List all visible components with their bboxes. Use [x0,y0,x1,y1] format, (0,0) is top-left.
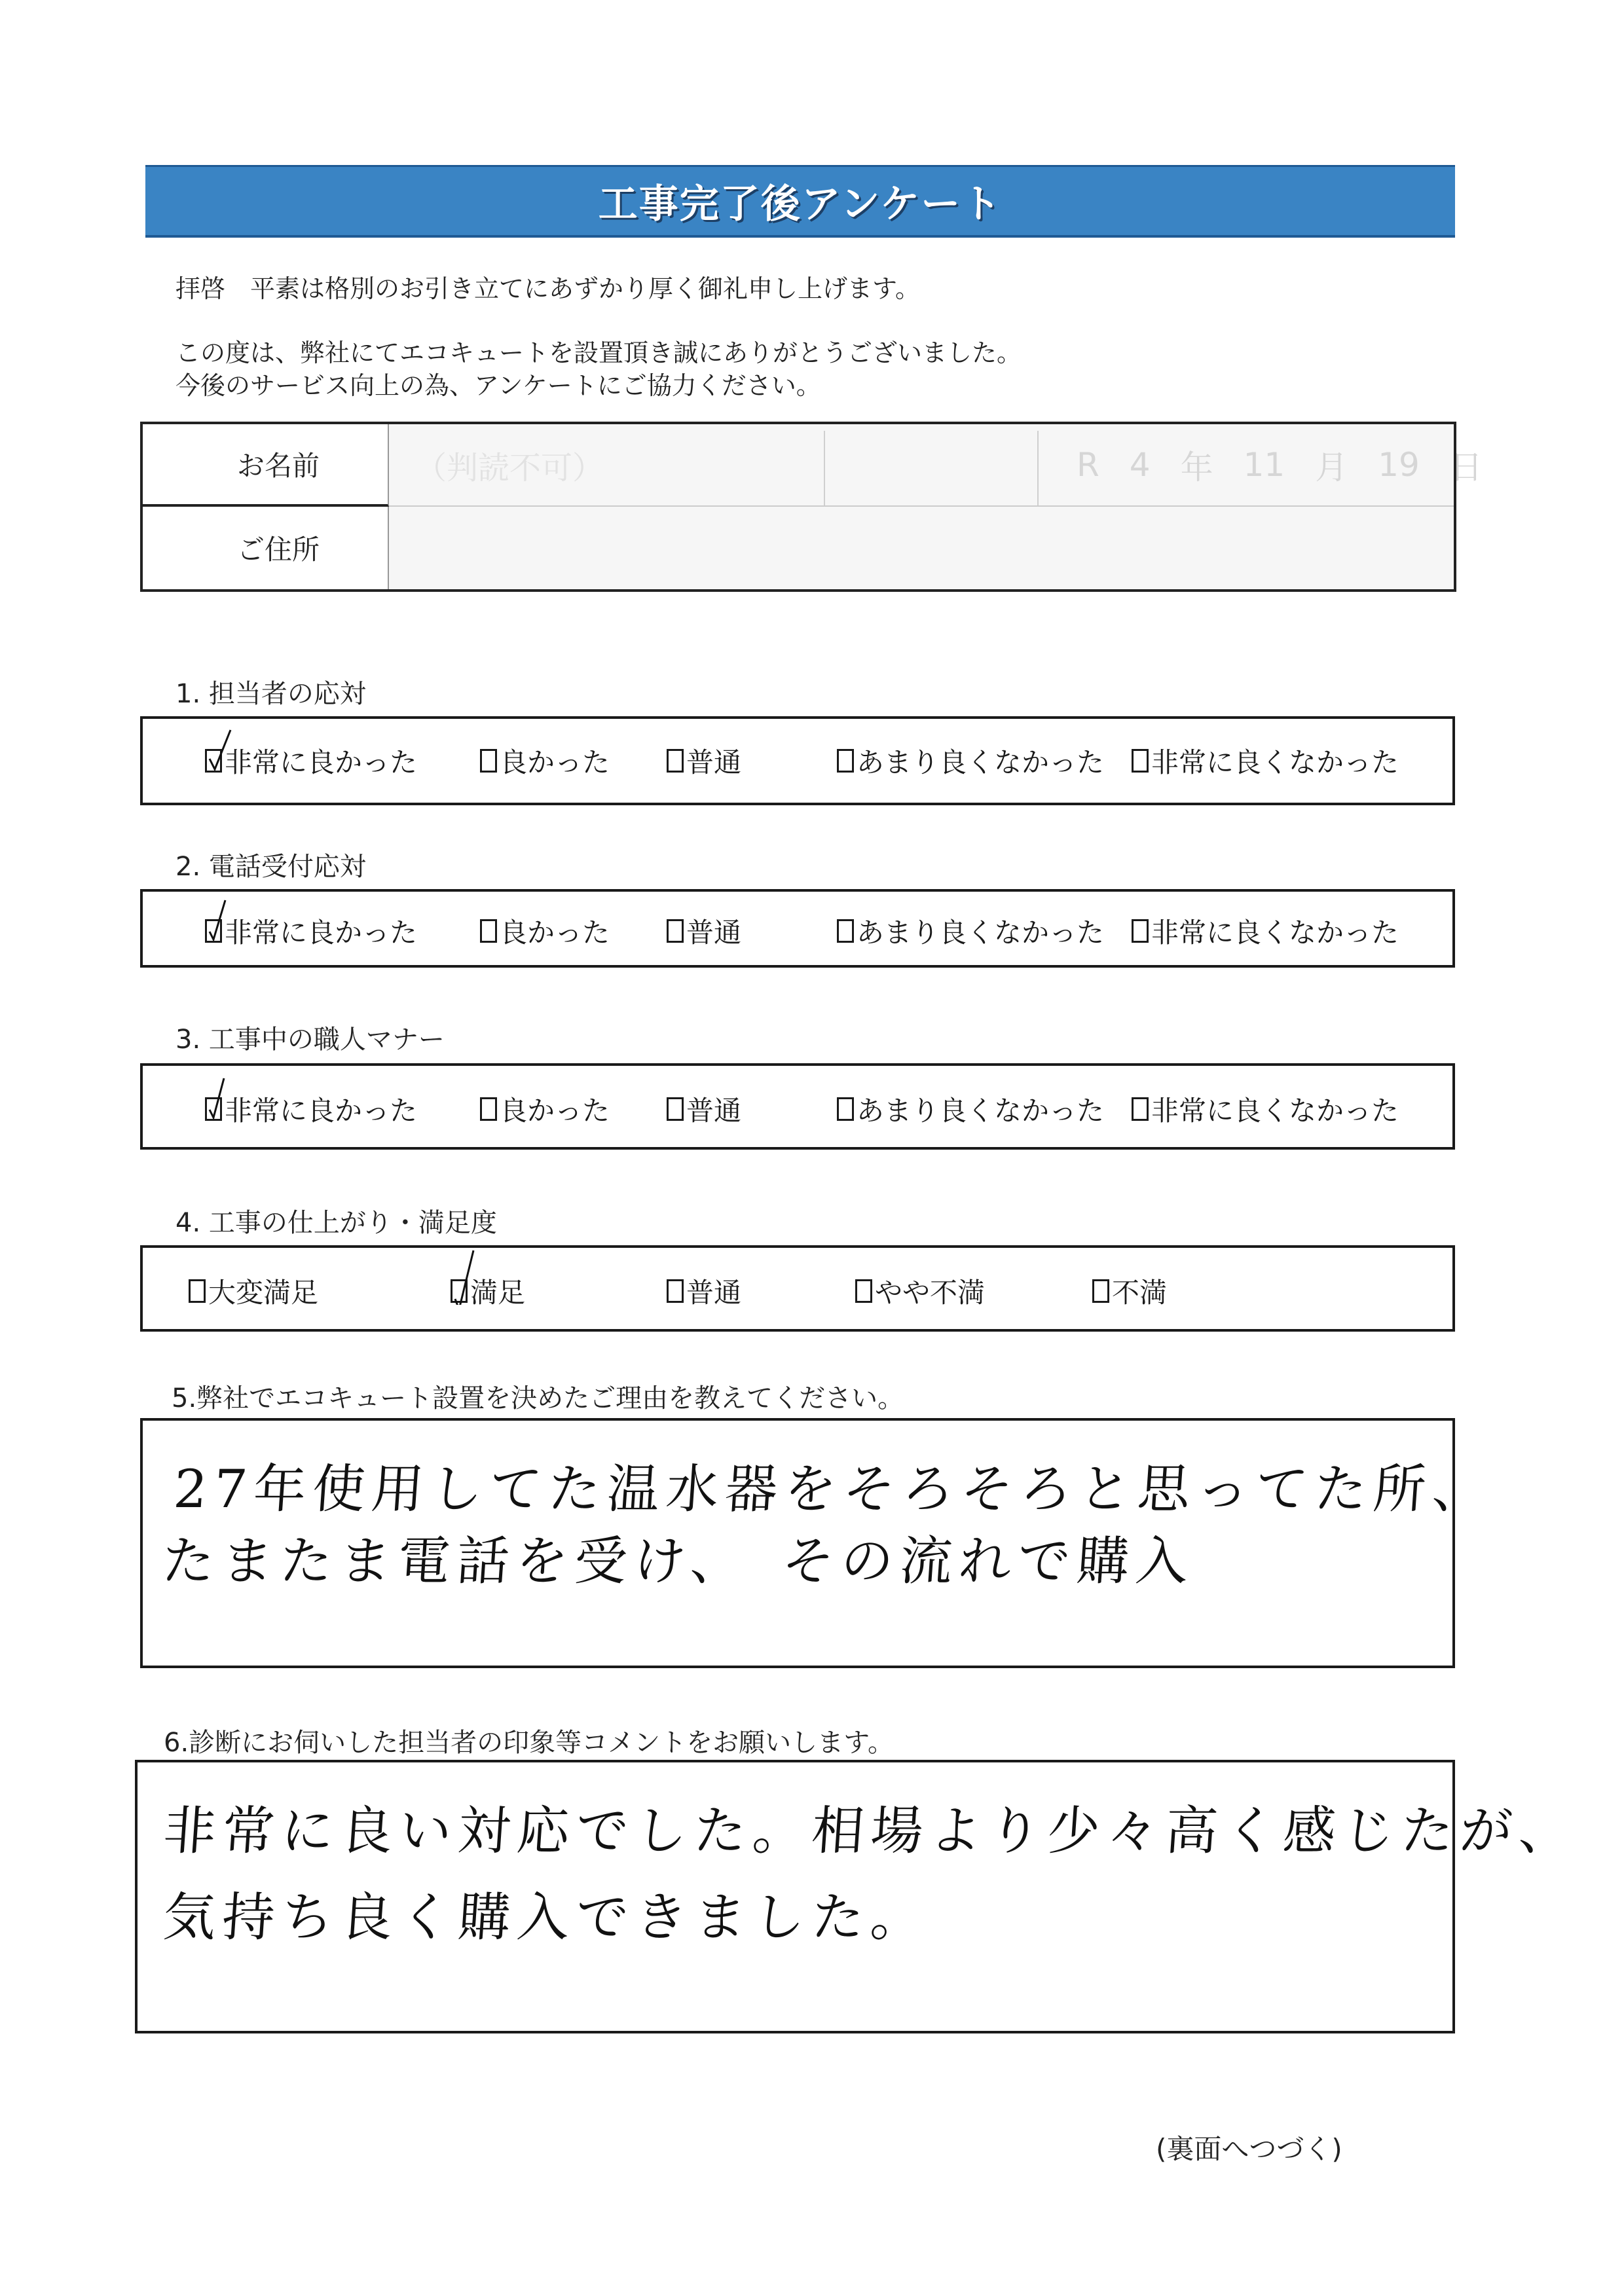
name-field[interactable] [389,424,1483,507]
option-label: 満足 [470,1277,526,1309]
checkbox[interactable] [1132,749,1149,773]
title-banner [145,165,1455,238]
checkbox[interactable] [189,1279,206,1303]
q3-option-very-good[interactable] [205,1089,417,1129]
option-label: あまり良くなかった [857,1095,1105,1127]
date-year: 4 [1129,446,1151,484]
page-title: 工事完了後アンケート [598,181,1003,227]
q1-option-very-good[interactable] [205,741,417,780]
option-label: あまり良くなかった [857,917,1105,949]
option-label: 非常に良かった [225,1095,418,1127]
checkbox[interactable] [837,749,854,773]
checkmark-icon [208,1077,234,1123]
checkbox[interactable] [855,1279,872,1303]
checkbox-checked[interactable] [205,749,222,773]
date-day: 19 [1378,446,1420,484]
q4-option-satisfied[interactable] [451,1271,525,1311]
question-4-options [140,1245,1455,1332]
checkbox[interactable] [1092,1279,1109,1303]
q2-option-normal[interactable] [667,911,741,951]
checkmark-icon [208,899,234,945]
option-label: 普通 [686,1277,742,1309]
checkbox-checked[interactable] [205,919,222,943]
q2-option-very-good[interactable] [205,911,417,951]
question-2-options [140,889,1455,968]
question-3-options [140,1063,1455,1150]
option-label: やや不満 [875,1277,986,1309]
q3-option-good[interactable] [480,1089,610,1129]
q1-option-normal[interactable] [667,741,741,780]
q3-option-normal[interactable] [667,1089,741,1129]
name-label: お名前 [143,424,389,507]
field-divider [1037,431,1039,505]
question-1-options [140,716,1455,805]
intro-thanks: この度は、弊社にてエコキュートを設置頂き誠にありがとうございました。 [175,338,1022,367]
handwritten-answer-line: 非常に良い対応でした。相場より少々高く感じたが、 [161,1800,1580,1861]
field-divider [824,431,825,505]
q3-option-not-good[interactable] [837,1089,1104,1129]
checkbox[interactable] [480,1097,497,1121]
q4-option-dissatisfied[interactable] [1092,1271,1167,1311]
option-label: 非常に良かった [225,746,418,778]
option-label: 不満 [1112,1277,1168,1309]
name-value: （判読不可） [415,449,604,486]
q3-option-very-bad[interactable] [1132,1089,1399,1129]
question-5-answer-box[interactable] [140,1418,1494,1668]
handwritten-answer-line: 27年使用してた温水器をそろそろと思ってた所、 [172,1459,1494,1520]
date-month-unit: 月 [1315,448,1348,486]
checkbox[interactable] [667,919,684,943]
address-label: ご住所 [143,507,389,589]
checkbox[interactable] [837,1097,854,1121]
handwritten-answer-line: たまたま電話を受け、 その流れで購入 [160,1531,1197,1592]
checkbox[interactable] [480,919,497,943]
address-field[interactable] [389,507,1454,589]
checkbox[interactable] [1132,919,1149,943]
question-4-label: 4. 工事の仕上がり・満足度 [175,1208,497,1238]
option-label: 非常に良くなかった [1151,1095,1399,1127]
option-label: 良かった [500,746,610,778]
checkbox[interactable] [1132,1097,1149,1121]
question-3-label: 3. 工事中の職人マナー [175,1025,445,1055]
question-6-label: 6.診断にお伺いした担当者の印象等コメントをお願いします。 [164,1728,894,1758]
option-label: 普通 [686,746,742,778]
option-label: 非常に良くなかった [1151,917,1399,949]
question-2-label: 2. 電話受付応対 [175,852,366,882]
intro-greeting: 拝啓 平素は格別のお引き立てにあずかり厚く御礼申し上げます。 [175,274,920,303]
checkbox[interactable] [667,749,684,773]
date-field [1077,424,1483,505]
date-day-unit: 日 [1449,448,1483,486]
date-era: R [1077,446,1099,484]
q2-option-not-good[interactable] [837,911,1104,951]
question-5-label: 5.弊社でエコキュート設置を決めたご理由を教えてください。 [172,1383,904,1413]
continue-note: (裏面へつづく) [1156,2133,1342,2165]
option-label: 普通 [686,917,742,949]
q1-option-good[interactable] [480,741,610,780]
option-label: 普通 [686,1095,742,1127]
checkbox[interactable] [667,1097,684,1121]
option-label: 非常に良くなかった [1151,746,1399,778]
option-label: あまり良くなかった [857,746,1105,778]
q4-option-somewhat-dissatisfied[interactable] [855,1271,985,1311]
checkmark-icon [208,729,234,774]
question-1-label: 1. 担当者の応対 [175,679,366,709]
q2-option-very-bad[interactable] [1132,911,1399,951]
q4-option-normal[interactable] [667,1271,741,1311]
option-label: 大変満足 [208,1277,319,1309]
handwritten-answer-line: 気持ち良く購入できました。 [161,1887,932,1948]
date-year-unit: 年 [1180,448,1213,486]
q2-option-good[interactable] [480,911,610,951]
question-6-answer-box[interactable] [135,1760,1580,2033]
q1-option-not-good[interactable] [837,741,1104,780]
q4-option-very-satisfied[interactable] [189,1271,318,1311]
checkbox-checked[interactable] [451,1279,468,1303]
checkbox[interactable] [667,1279,684,1303]
checkbox-checked[interactable] [205,1097,222,1121]
option-label: 良かった [500,917,610,949]
checkmark-icon [454,1239,480,1305]
option-label: 良かった [500,1095,610,1127]
date-month: 11 [1243,446,1285,484]
checkbox[interactable] [480,749,497,773]
customer-info-table [140,422,1483,592]
intro-request: 今後のサービス向上の為、アンケートにご協力ください。 [175,371,821,400]
option-label: 非常に良かった [225,917,418,949]
q1-option-very-bad[interactable] [1132,741,1399,780]
checkbox[interactable] [837,919,854,943]
